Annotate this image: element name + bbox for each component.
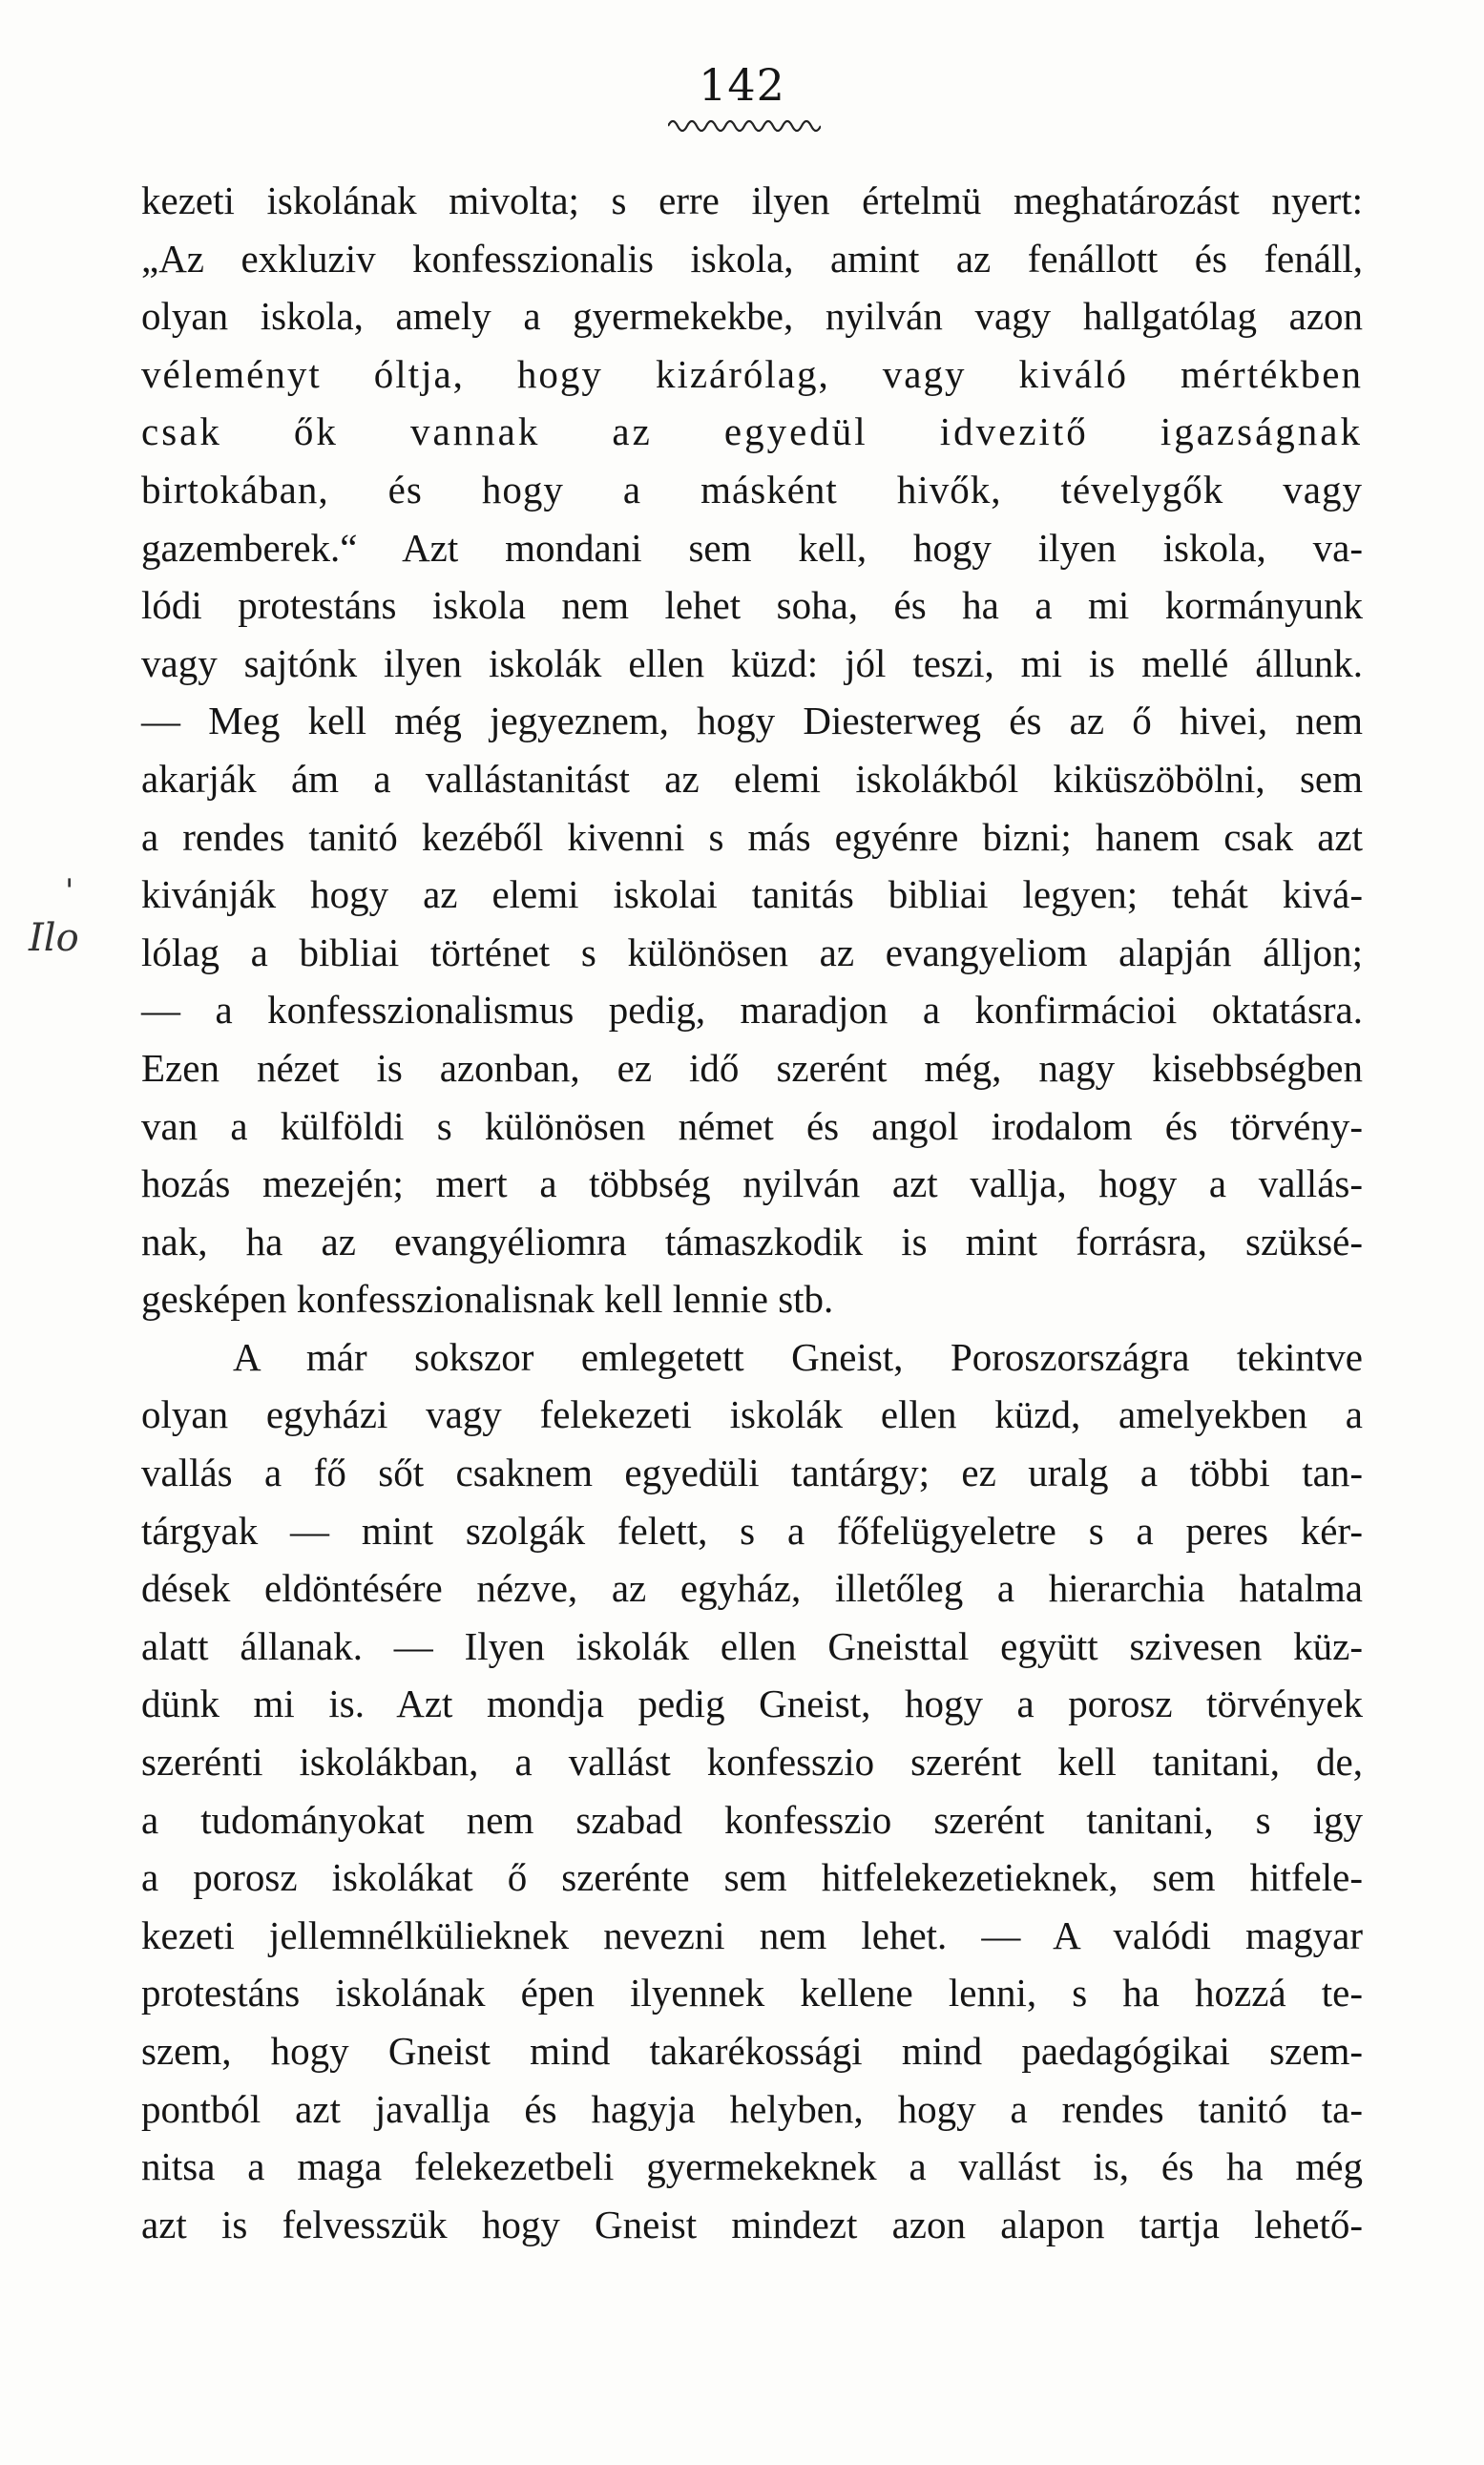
text-line: kezeti iskolának mivolta; s erre ilyen értelmü meghatározást nyert: (141, 178, 1363, 222)
text-line: azt is felvesszük hogy Gneist mindezt azon alapon tartja lehető- (141, 2202, 1363, 2246)
text-line: van a külföldi s különösen német és angol irodalom és törvény- (141, 1103, 1363, 1148)
text-line: pontból azt javallja és hagyja helyben, hogy a rendes tanitó ta- (141, 2086, 1363, 2131)
text-line: szem, hogy Gneist mind takarékossági mind paedagógikai szem- (141, 2029, 1363, 2073)
text-line: Ezen nézet is azonban, ez idő szerént még, nagy kisebbségben (141, 1045, 1363, 1090)
text-line: — Meg kell még jegyeznem, hogy Diesterweg és az ő hivei, nem (141, 699, 1363, 743)
text-line: vagy sajtónk ilyen iskolák ellen küzd: jól teszi, mi is mellé állunk. (141, 640, 1363, 685)
text-line: hozás mezején; mert a többség nyilván azt vallja, hogy a vallás- (141, 1161, 1363, 1206)
text-line: gesképen konfesszionalisnak kell lennie stb. (141, 1277, 834, 1322)
text-line: nitsa a maga felekezetbeli gyermekeknek a vallást is, és ha még (141, 2144, 1363, 2189)
text-line: akarják ám a vallástanitást az elemi iskolákból kiküszöbölni, sem (141, 756, 1363, 801)
text-line: kezeti jellemnélkülieknek nevezni nem lehet. — A valódi magyar (141, 1912, 1363, 1957)
text-line: véleményt óltja, hogy kizárólag, vagy kiváló mértékben (141, 351, 1363, 396)
text-line: — a konfesszionalismus pedig, maradjon a konfirmácioi oktatásra. (141, 988, 1363, 1033)
text-line: lólag a bibliai történet s különösen az evangyeliom alapján álljon; (141, 930, 1363, 974)
body-text (141, 172, 1363, 2253)
text-line: alatt állanak. — Ilyen iskolák ellen Gneisttal együtt szivesen küz- (141, 1623, 1363, 1668)
text-line: csak ők vannak az egyedül idvezitő igazságnak (141, 409, 1363, 454)
page-number: 142 (699, 59, 785, 111)
text-line: lódi protestáns iskola nem lehet soha, és ha a mi kormányunk (141, 583, 1363, 628)
text-line: nak, ha az evangyéliomra támaszkodik is mint forrásra, szüksé- (141, 1219, 1363, 1264)
wavy-ornament (668, 113, 821, 134)
text-line: „Az exkluziv konfesszionalis iskola, amint az fenállott és fenáll, (141, 236, 1363, 281)
text-line: szerénti iskolákban, a vallást konfesszio szerént kell tanitani, de, (141, 1740, 1363, 1785)
text-line: a tudományokat nem szabad konfesszio szerént tanitani, s igy (141, 1797, 1363, 1842)
margin-mark: ' (65, 872, 74, 910)
text-line: olyan egyházi vagy felekezeti iskolák ellen küzd, amelyekben a (141, 1392, 1363, 1437)
handwritten-margin-note: Ilo (29, 916, 79, 960)
text-line: dünk mi is. Azt mondja pedig Gneist, hogy a porosz törvények (141, 1682, 1363, 1726)
text-line: protestáns iskolának épen ilyennek kellene lenni, s ha hozzá te- (141, 1971, 1363, 2016)
text-line: a porosz iskolákat ő szerénte sem hitfelekezetieknek, sem hitfele- (141, 1855, 1363, 1900)
text-line: dések eldöntésére nézve, az egyház, illetőleg a hierarchia hatalma (141, 1566, 1363, 1611)
text-line: gazemberek.“ Azt mondani sem kell, hogy ilyen iskola, va- (141, 525, 1363, 570)
text-line: kivánják hogy az elemi iskolai tanitás bibliai legyen; tehát kivá- (141, 872, 1363, 917)
text-line: tárgyak — mint szolgák felett, s a főfelügyeletre s a peres kér- (141, 1508, 1363, 1553)
text-line: a rendes tanitó kezéből kivenni s más egyénre bizni; hanem csak azt (141, 814, 1363, 859)
text-line: birtokában, és hogy a másként hivők, tévelygők vagy (141, 467, 1363, 512)
text-line: olyan iskola, amely a gyermekekbe, nyilván vagy hallgatólag azon (141, 294, 1363, 339)
text-line: A már sokszor emlegetett Gneist, Poroszországra tekintve (233, 1334, 1363, 1379)
text-line: vallás a fő sőt csaknem egyedüli tantárgy; ez uralg a többi tan- (141, 1451, 1363, 1495)
